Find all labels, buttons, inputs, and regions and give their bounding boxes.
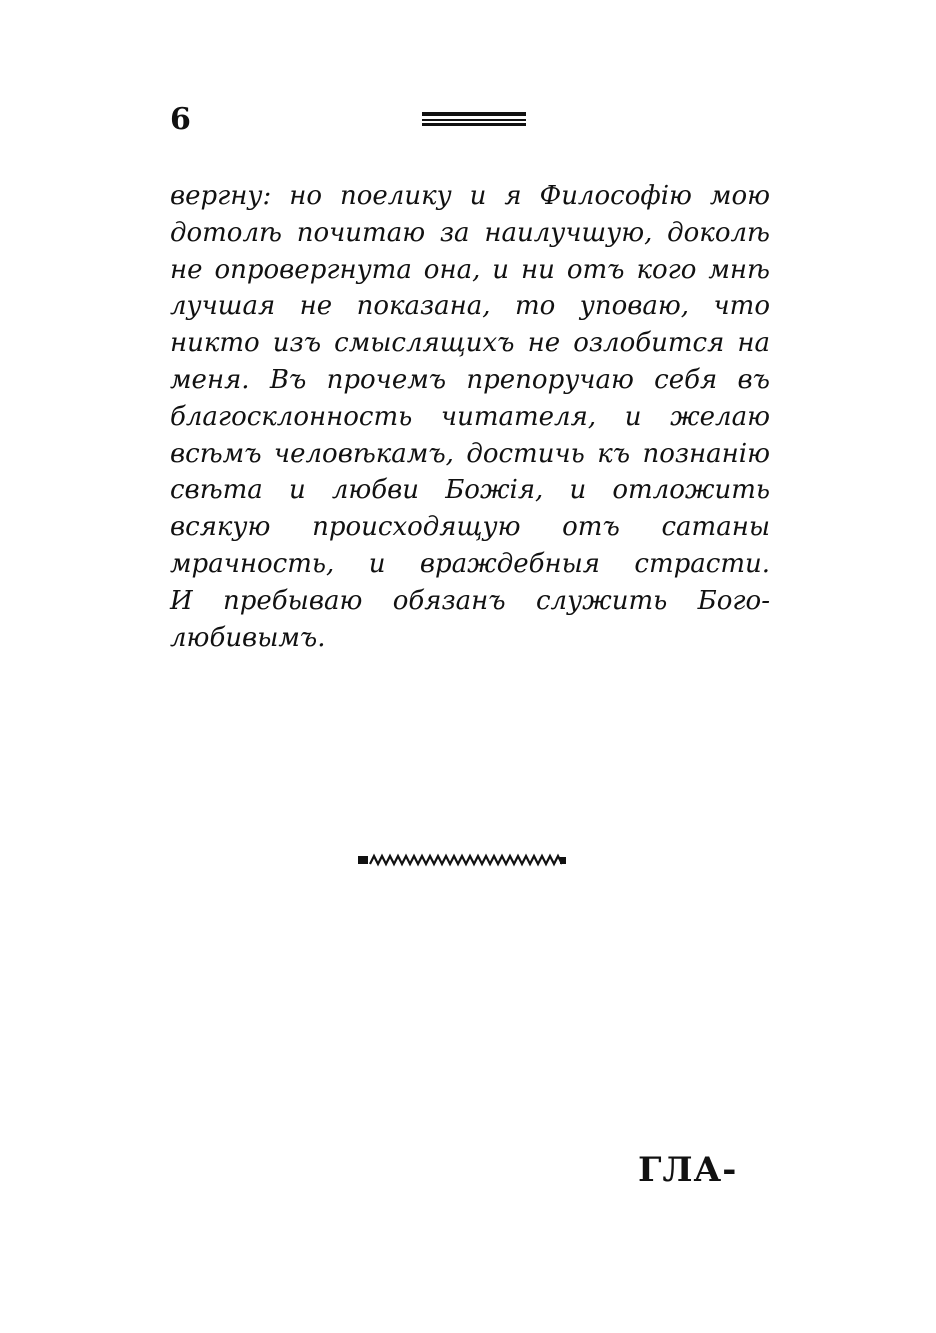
page-number: 6 [170,102,191,137]
text-line: любивымъ. [170,622,326,653]
text-line: лучшая не показана, то уповаю, что [170,291,770,322]
text-line: благосклонность читателя, и желаю [170,401,770,432]
body-text [170,178,770,656]
text-line: никто изъ смыслящихъ не озлобится на [170,328,770,359]
text-line: свѣта и любви Божія, и отложить [170,475,770,506]
text-line: всякую происходящую отъ сатаны [170,512,770,543]
text-line: И пребываю обязанъ служить Бого- [170,585,770,616]
text-line: всѣмъ человѣкамъ, достичь къ познанію [170,438,770,469]
text-line: не опровергнута она, и ни отъ кого мнѣ [170,254,770,285]
text-line: меня. Въ прочемъ препоручаю себя въ [170,364,770,395]
text-line: вергну: но поелику и я Философію мою [170,181,770,211]
catchword: ГЛА- [638,1150,738,1190]
header-rule [422,112,526,126]
text-line: мрачность, и враждебныя страсти. [170,548,770,579]
ornament-divider [356,852,568,868]
text-line: дотолѣ почитаю за наилучшую, доколѣ [170,217,770,248]
